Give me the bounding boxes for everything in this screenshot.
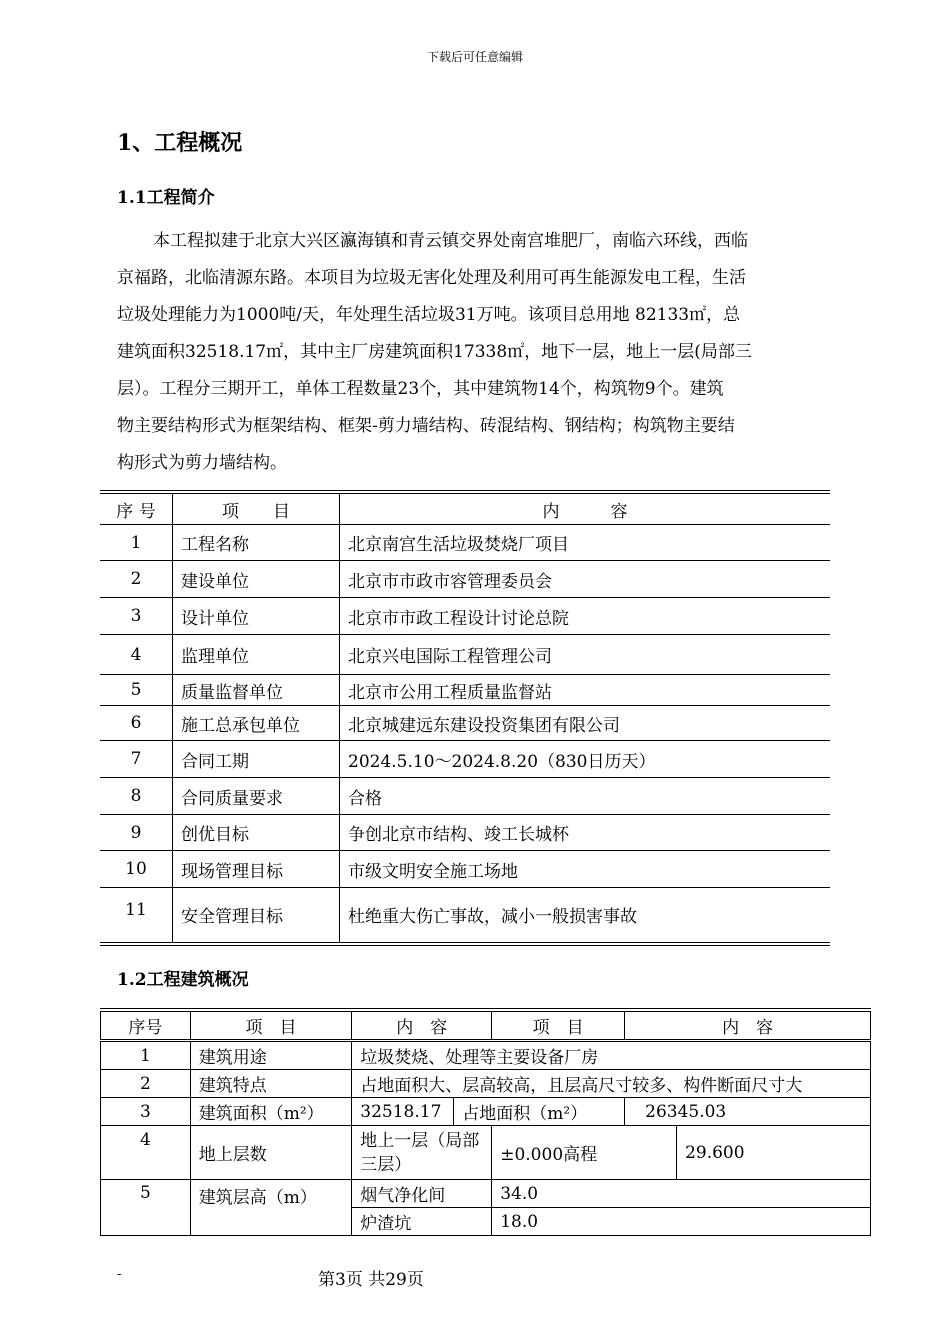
row-item-2: ±0.000高程 (492, 1126, 677, 1180)
table-row (100, 675, 830, 706)
row-content: 北京市市政市容管理委员会 (340, 561, 831, 598)
paragraph-line: 物主要结构形式为框架结构、框架-剪力墙结构、砖混结构、钢结构；构筑物主要结 (117, 416, 735, 436)
header-no: 序号 (101, 1010, 191, 1041)
row-no: 5 (101, 1180, 191, 1236)
project-info-table (100, 490, 830, 946)
page-header: 下载后可任意编辑 (426, 50, 523, 64)
row-value: 地上一层（局部三层） (352, 1126, 492, 1180)
row-no: 9 (100, 815, 173, 851)
row-no: 6 (100, 706, 173, 741)
row-value-2: 34.0 (492, 1180, 871, 1208)
row-content: 北京市公用工程质量监督站 (340, 675, 831, 706)
footer-dash: - (117, 1267, 122, 1282)
row-item: 建筑特点 (190, 1070, 352, 1098)
row-item: 质量监督单位 (173, 675, 340, 706)
row-no: 2 (100, 561, 173, 598)
table-row (100, 598, 830, 635)
row-content: 杜绝重大伤亡事故，减小一般损害事故 (340, 888, 831, 944)
row-item: 现场管理目标 (173, 851, 340, 888)
row-item: 施工总承包单位 (173, 706, 340, 741)
table-row (101, 1041, 871, 1070)
row-item: 工程名称 (173, 525, 340, 561)
row-content: 北京城建远东建设投资集团有限公司 (340, 706, 831, 741)
building-overview-table (100, 1008, 871, 1236)
row-item-2: 占地面积（m²） (454, 1098, 625, 1126)
row-content: 市级文明安全施工场地 (340, 851, 831, 888)
paragraph-line: 垃圾处理能力为1000吨/天，年处理生活垃圾31万吨。该项目总用地 82133㎡，总 (117, 305, 741, 325)
row-content: 合格 (340, 778, 831, 815)
row-value-2: 26345.03 (625, 1098, 871, 1126)
table-row (101, 1070, 871, 1098)
header-no: 序 号 (100, 492, 173, 525)
table-row (100, 851, 830, 888)
subsection-heading-2: 1.2工程建筑概况 (117, 970, 249, 990)
subsection-heading-1: 1.1工程简介 (117, 188, 215, 208)
row-no: 1 (100, 525, 173, 561)
paragraph-line: 京福路，北临清源东路。本项目为垃圾无害化处理及利用可再生能源发电工程，生活 (117, 268, 746, 288)
header-content: 内 容 (352, 1010, 492, 1041)
paragraph-line: 本工程拟建于北京大兴区瀛海镇和青云镇交界处南宫堆肥厂，南临六环线，西临 (153, 231, 748, 251)
row-item: 安全管理目标 (173, 888, 340, 944)
table-row (101, 1098, 871, 1126)
paragraph-line: 层）。工程分三期开工，单体工程数量23个，其中建筑物14个，构筑物9个。建筑 (117, 379, 724, 399)
row-content: 北京南宫生活垃圾焚烧厂项目 (340, 525, 831, 561)
row-no: 4 (100, 635, 173, 675)
row-item: 合同工期 (173, 741, 340, 778)
row-content: 占地面积大、层高较高，且层高尺寸较多、构件断面尺寸大 (352, 1070, 871, 1098)
table-row (100, 888, 830, 944)
table-row (101, 1180, 871, 1208)
header-item: 项 目 (173, 492, 340, 525)
row-no: 2 (101, 1070, 191, 1098)
row-no: 8 (100, 778, 173, 815)
table-row (101, 1126, 871, 1180)
table-header-row (101, 1010, 871, 1041)
table-row (100, 778, 830, 815)
table-row (100, 815, 830, 851)
header-content: 内 容 (340, 492, 831, 525)
row-item: 创优目标 (173, 815, 340, 851)
row-content: 北京兴电国际工程管理公司 (340, 635, 831, 675)
row-item: 监理单位 (173, 635, 340, 675)
row-content: 2024.5.10～2024.8.20（830日历天） (340, 741, 831, 778)
row-no: 10 (100, 851, 173, 888)
table-row (100, 741, 830, 778)
table-row (100, 635, 830, 675)
paragraph-line: 建筑面积32518.17㎡，其中主厂房建筑面积17338㎡，地下一层，地上一层(局部三 (117, 342, 752, 362)
project-intro-paragraph (117, 223, 830, 482)
row-item: 合同质量要求 (173, 778, 340, 815)
row-content: 争创北京市结构、竣工长城杯 (340, 815, 831, 851)
header-item: 项 目 (190, 1010, 352, 1041)
row-item: 建筑用途 (190, 1041, 352, 1070)
row-item: 地上层数 (190, 1126, 352, 1180)
section-title: 1、工程概况 (117, 130, 243, 156)
row-content: 垃圾焚烧、处理等主要设备厂房 (352, 1041, 871, 1070)
row-content: 北京市市政工程设计讨论总院 (340, 598, 831, 635)
table-row (100, 561, 830, 598)
header-item-2: 项 目 (492, 1010, 625, 1041)
header-content-2: 内 容 (625, 1010, 871, 1041)
row-no: 3 (100, 598, 173, 635)
row-no: 11 (100, 888, 173, 944)
row-value: 烟气净化间 (352, 1180, 492, 1208)
row-no: 7 (100, 741, 173, 778)
row-value: 32518.17 (352, 1098, 454, 1126)
row-value-2: 29.600 (677, 1126, 871, 1180)
row-no: 1 (101, 1041, 191, 1070)
page-number: 第3页 共29页 (318, 1270, 424, 1290)
table-row (100, 525, 830, 561)
row-item: 建筑面积（m²） (190, 1098, 352, 1126)
row-no: 3 (101, 1098, 191, 1126)
paragraph-line: 构形式为剪力墙结构。 (117, 453, 287, 473)
row-no: 5 (100, 675, 173, 706)
row-item: 设计单位 (173, 598, 340, 635)
table-row (100, 706, 830, 741)
table-header-row (100, 492, 830, 525)
row-no: 4 (101, 1126, 191, 1180)
row-value-2: 18.0 (492, 1208, 871, 1236)
row-value: 炉渣坑 (352, 1208, 492, 1236)
row-item: 建设单位 (173, 561, 340, 598)
row-item: 建筑层高（m） (190, 1180, 352, 1236)
